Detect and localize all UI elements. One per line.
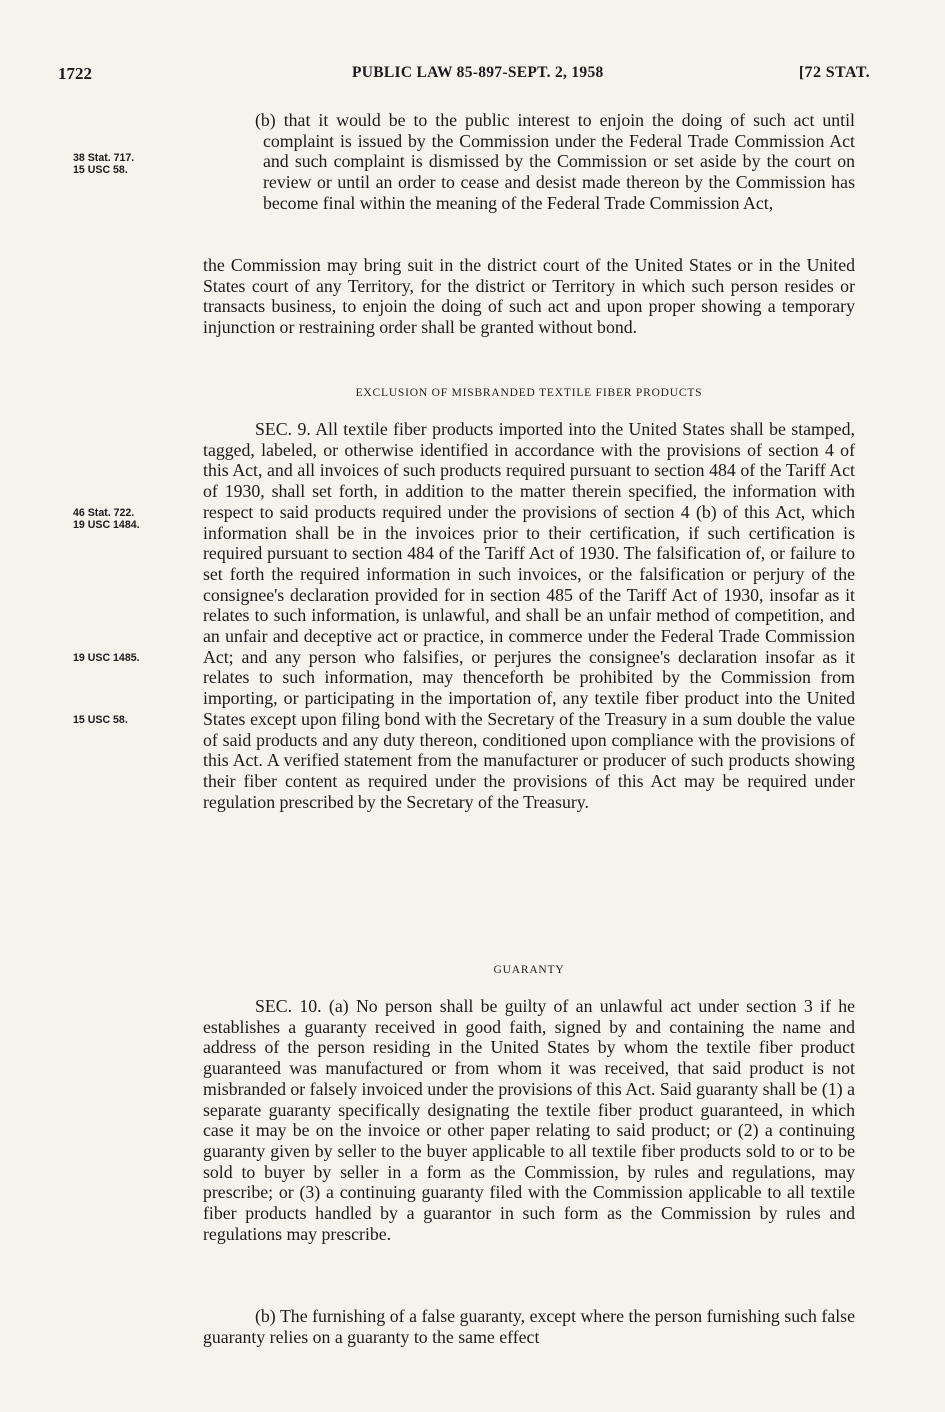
margin-note-line: 15 USC 58.	[73, 163, 128, 176]
margin-note-line: 46 Stat. 722.	[73, 507, 135, 519]
margin-note-line: 38 Stat. 717.	[73, 152, 135, 164]
clause-b-paragraph: (b) that it would be to the public interest to enjoin the doing of such act until complaint is issued by the Commission under the Federal Trade Commission Act and such complaint is dismissed by the Commission or set aside by the court on review or until an order to cease and desist made thereon by the Commission has become final within the meaning of the Federal Trade Commission Act,	[255, 110, 855, 213]
margin-note-19-usc-1485	[73, 653, 198, 665]
page-header	[58, 64, 870, 88]
margin-note-line: 19 USC 1484.	[73, 518, 140, 531]
section-10a-paragraph: SEC. 10. (a) No person shall be guilty of an unlawful act under section 3 if he establishes a guaranty received in good faith, signed by and containing the name and address of the person residing in the United States by whom the textile fiber product guaranteed was manufactured or from whom it was received, that said product is not misbranded or falsely invoiced under the provisions of this Act. Said guaranty shall be (1) a separate guaranty specifically designating the textile fiber product guaranteed, in which case it may be on the invoice or other paper relating to said product; or (2) a continuing guaranty given by seller to the buyer applicable to all textile fiber products sold to or to be sold to buyer by seller in a form as the Commission, by rules and regulations, may prescribe; or (3) a continuing guaranty filed with the Commission applicable to all textile fiber products handled by a guarantor in such form as the Commission by rules and regulations may prescribe.	[203, 996, 855, 1244]
page-number: 1722	[58, 64, 92, 83]
commission-suit-paragraph: the Commission may bring suit in the district court of the United States or in the United States court of any Territory, for the district or Territory in which such person resides or transacts business, to enjoin the doing of such act and upon proper showing a temporary injunction or restraining order shall be granted without bond.	[203, 255, 855, 338]
margin-note-38-stat	[73, 153, 198, 176]
statute-reference: [72 STAT.	[798, 64, 870, 81]
section-10b-paragraph: (b) The furnishing of a false guaranty, except where the person furnishing such false guaranty relies on a guaranty to the same effect	[203, 1306, 855, 1347]
section-heading-exclusion: EXCLUSION OF MISBRANDED TEXTILE FIBER PRODUCTS	[355, 387, 703, 399]
section-9-paragraph: SEC. 9. All textile fiber products imported into the United States shall be stamped, tagged, labeled, or otherwise identified in accordance with the provisions of section 4 of this Act, and all invoices of such products required pursuant to section 484 of the Tariff Act of 1930, shall set forth, in addition to the matter therein specified, the information with respect to said products required under the provisions of section 4 (b) of this Act, which information shall be in the invoices prior to their certification, if such certification is required pursuant to section 484 of the Tariff Act of 1930. The falsification of, or failure to set forth the required information in such invoices, or the falsification or perjury of the consignee's declaration provided for in section 485 of the Tariff Act of 1930, insofar as it relates to such information, is unlawful, and shall be an unfair method of competition, and an unfair and deceptive act or practice, in commerce under the Federal Trade Commission Act; and any person who falsifies, or perjures the consignee's declaration insofar as it relates to such information, may thenceforth be prohibited by the Commission from importing, or participating in the importation of, any textile fiber product into the United States except upon filing bond with the Secretary of the Treasury in a sum double the value of said products and any duty thereon, conditioned upon compliance with the provisions of this Act. A verified statement from the manufacturer or producer of such products showing their fiber content as required under the provisions of this Act may be required under regulation prescribed by the Secretary of the Treasury.	[203, 419, 855, 812]
section-heading-guaranty: GUARANTY	[493, 964, 565, 976]
margin-note-15-usc-58	[73, 715, 198, 727]
margin-note-line: 19 USC 1485.	[73, 652, 140, 664]
running-title: PUBLIC LAW 85-897-SEPT. 2, 1958	[352, 64, 604, 81]
margin-note-46-stat	[73, 508, 198, 531]
margin-note-line: 15 USC 58.	[73, 714, 128, 726]
